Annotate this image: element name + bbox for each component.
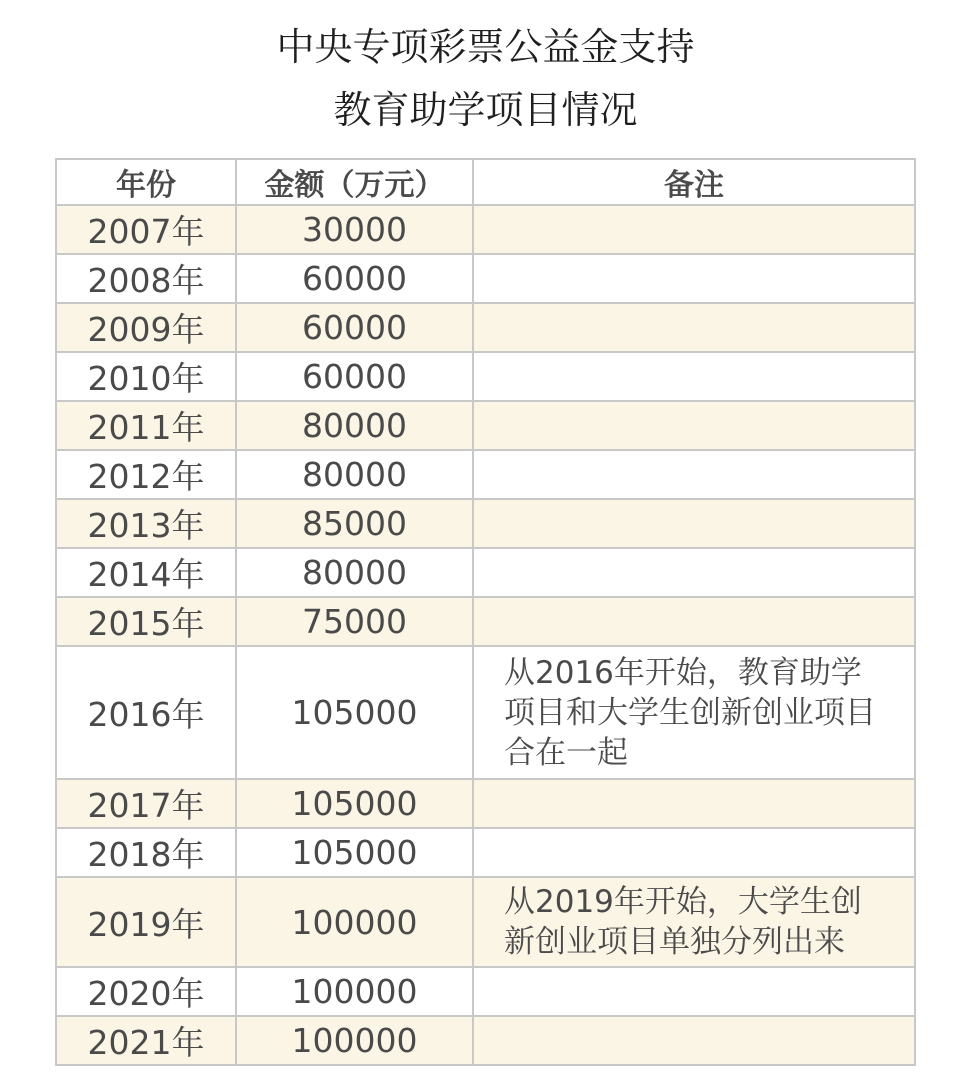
amount-cell: 100000 — [236, 967, 473, 1016]
amount-cell: 80000 — [236, 401, 473, 450]
year-cell: 2011年 — [56, 401, 236, 450]
title-line-1: 中央专项彩票公益金支持 — [276, 25, 695, 69]
amount-cell: 75000 — [236, 597, 473, 646]
year-cell: 2015年 — [56, 597, 236, 646]
year-cell: 2013年 — [56, 499, 236, 548]
funding-table — [55, 158, 916, 1066]
table-row — [56, 352, 915, 401]
table-row — [56, 450, 915, 499]
table-row — [56, 597, 915, 646]
table-row — [56, 877, 915, 967]
amount-cell: 85000 — [236, 499, 473, 548]
amount-cell: 60000 — [236, 352, 473, 401]
table-row — [56, 1016, 915, 1065]
note-cell: 从2019年开始，大学生创新创业项目单独分列出来 — [473, 877, 915, 967]
note-cell — [473, 254, 915, 303]
note-cell: 从2016年开始，教育助学项目和大学生创新创业项目合在一起 — [473, 646, 915, 779]
table-row — [56, 646, 915, 779]
year-cell: 2008年 — [56, 254, 236, 303]
note-cell — [473, 779, 915, 828]
page-title — [0, 22, 971, 135]
note-cell — [473, 967, 915, 1016]
table-row — [56, 254, 915, 303]
amount-cell: 105000 — [236, 779, 473, 828]
amount-cell: 60000 — [236, 254, 473, 303]
note-cell — [473, 499, 915, 548]
table-row — [56, 828, 915, 877]
title-line-2: 教育助学项目情况 — [333, 88, 638, 132]
amount-cell: 80000 — [236, 450, 473, 499]
table-header-row — [56, 159, 915, 205]
note-cell — [473, 828, 915, 877]
table-row — [56, 401, 915, 450]
header-amount: 金额（万元） — [236, 159, 473, 205]
table-row — [56, 303, 915, 352]
note-cell — [473, 450, 915, 499]
header-year: 年份 — [56, 159, 236, 205]
year-cell: 2009年 — [56, 303, 236, 352]
year-cell: 2010年 — [56, 352, 236, 401]
table-row — [56, 499, 915, 548]
table-row — [56, 548, 915, 597]
note-cell — [473, 205, 915, 254]
table-row — [56, 205, 915, 254]
year-cell: 2020年 — [56, 967, 236, 1016]
year-cell: 2012年 — [56, 450, 236, 499]
note-cell — [473, 352, 915, 401]
year-cell: 2014年 — [56, 548, 236, 597]
year-cell: 2018年 — [56, 828, 236, 877]
amount-cell: 105000 — [236, 646, 473, 779]
note-cell — [473, 303, 915, 352]
amount-cell: 100000 — [236, 1016, 473, 1065]
amount-cell: 105000 — [236, 828, 473, 877]
year-cell: 2021年 — [56, 1016, 236, 1065]
amount-cell: 30000 — [236, 205, 473, 254]
year-cell: 2017年 — [56, 779, 236, 828]
year-cell: 2019年 — [56, 877, 236, 967]
note-cell — [473, 1016, 915, 1065]
amount-cell: 60000 — [236, 303, 473, 352]
header-note: 备注 — [473, 159, 915, 205]
note-cell — [473, 548, 915, 597]
table-row — [56, 779, 915, 828]
year-cell: 2016年 — [56, 646, 236, 779]
year-cell: 2007年 — [56, 205, 236, 254]
amount-cell: 80000 — [236, 548, 473, 597]
table-row — [56, 967, 915, 1016]
note-cell — [473, 597, 915, 646]
amount-cell: 100000 — [236, 877, 473, 967]
note-cell — [473, 401, 915, 450]
